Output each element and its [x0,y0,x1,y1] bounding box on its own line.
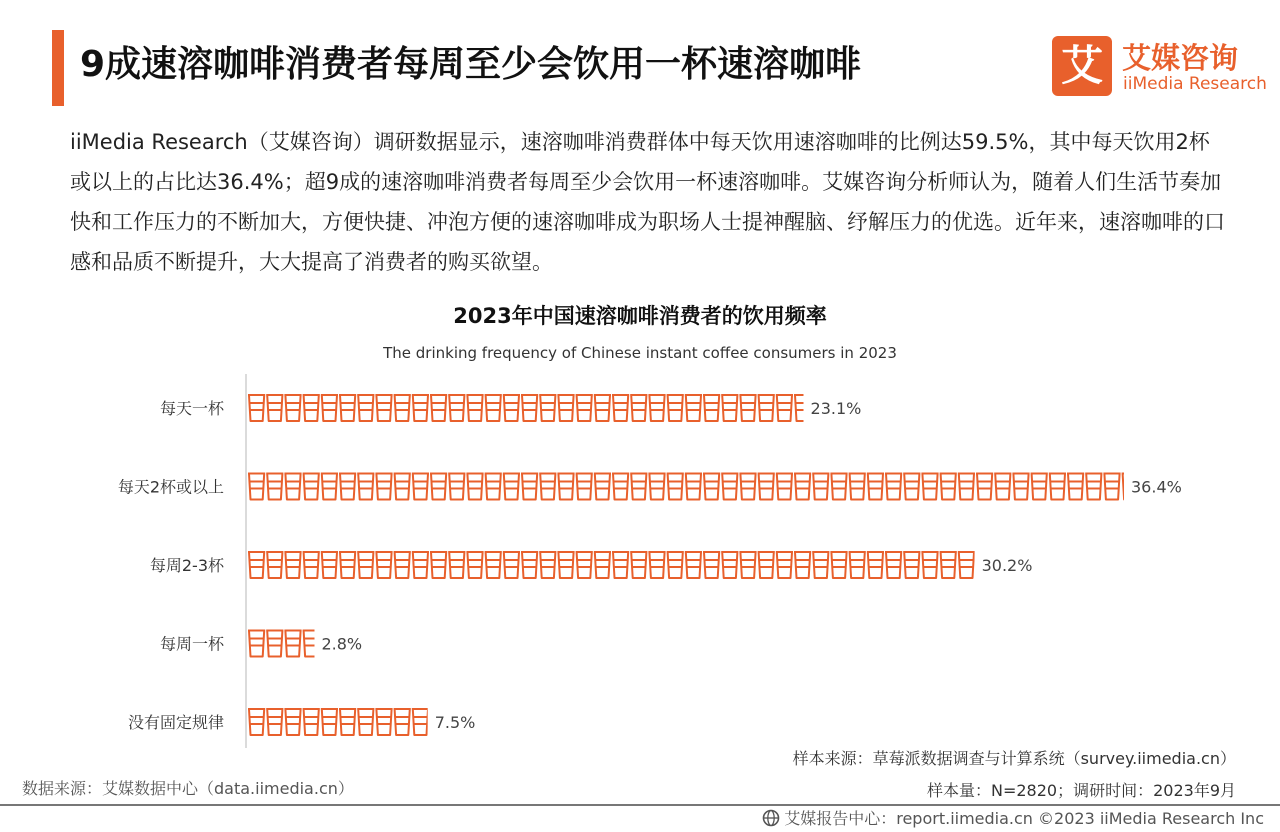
value-label: 2.8% [321,634,363,654]
logo-name-en: iiMedia Research [1123,74,1267,94]
brand-logo [1052,36,1267,98]
bar-2 [248,474,1157,500]
frequency-bar-chart [0,370,1280,755]
globe-icon [762,809,780,827]
value-label: 36.4% [1131,477,1182,497]
value-label: 30.2% [981,556,1033,575]
sample-size-note: 样本量：N=2820；调研时间：2023年9月 [927,781,1236,800]
logo-name-cn: 艾媒咨询 [1122,41,1239,75]
chart-title: 2023年中国速溶咖啡消费者的饮用频率 [453,304,827,328]
value-label: 23.1% [810,399,862,418]
bar-1 [248,395,829,421]
logo-mark-icon: 艾 [1052,36,1112,96]
footer [762,806,1264,829]
title-accent-bar [52,30,64,106]
category-label: 每周2-3杯 [149,556,224,575]
category-label: 每天2杯或以上 [117,477,224,497]
bar-3 [248,552,993,578]
category-label: 没有固定规律 [127,713,224,732]
data-source-note: 数据来源：艾媒数据中心（data.iimedia.cn） [22,779,354,798]
category-label: 每周一杯 [159,634,224,654]
sample-source-note: 样本来源：草莓派数据调查与计算系统（survey.iimedia.cn） [792,749,1236,768]
value-label: 7.5% [434,713,476,732]
footer-text: 艾媒报告中心：report.iimedia.cn ©2023 iiMedia Research Inc [784,809,1264,828]
bar-5 [248,709,447,735]
category-label: 每天一杯 [159,399,224,418]
intro-paragraph: iiMedia Research（艾媒咨询）调研数据显示，速溶咖啡消费群体中每天饮用速溶咖啡的比例达59.5%，其中每天饮用2杯或以上的占比达36.4%；超9成的速溶咖啡消费者每周至少会饮用一杯速溶咖啡。艾媒咨询分析师认为，随着人们生活节奏加快和工作压力的不断加大，方便快捷、冲泡方便的速溶咖啡成为职场人士提神醒脑、纾解压力的优选。近年来，速溶咖啡的口感和品质不断提升，大大提高了消费者的购买欲望。 [70,130,1225,274]
chart-subtitle: The drinking frequency of Chinese instant coffee consumers in 2023 [383,344,897,362]
page-title: 9成速溶咖啡消费者每周至少会饮用一杯速溶咖啡 [80,44,862,85]
